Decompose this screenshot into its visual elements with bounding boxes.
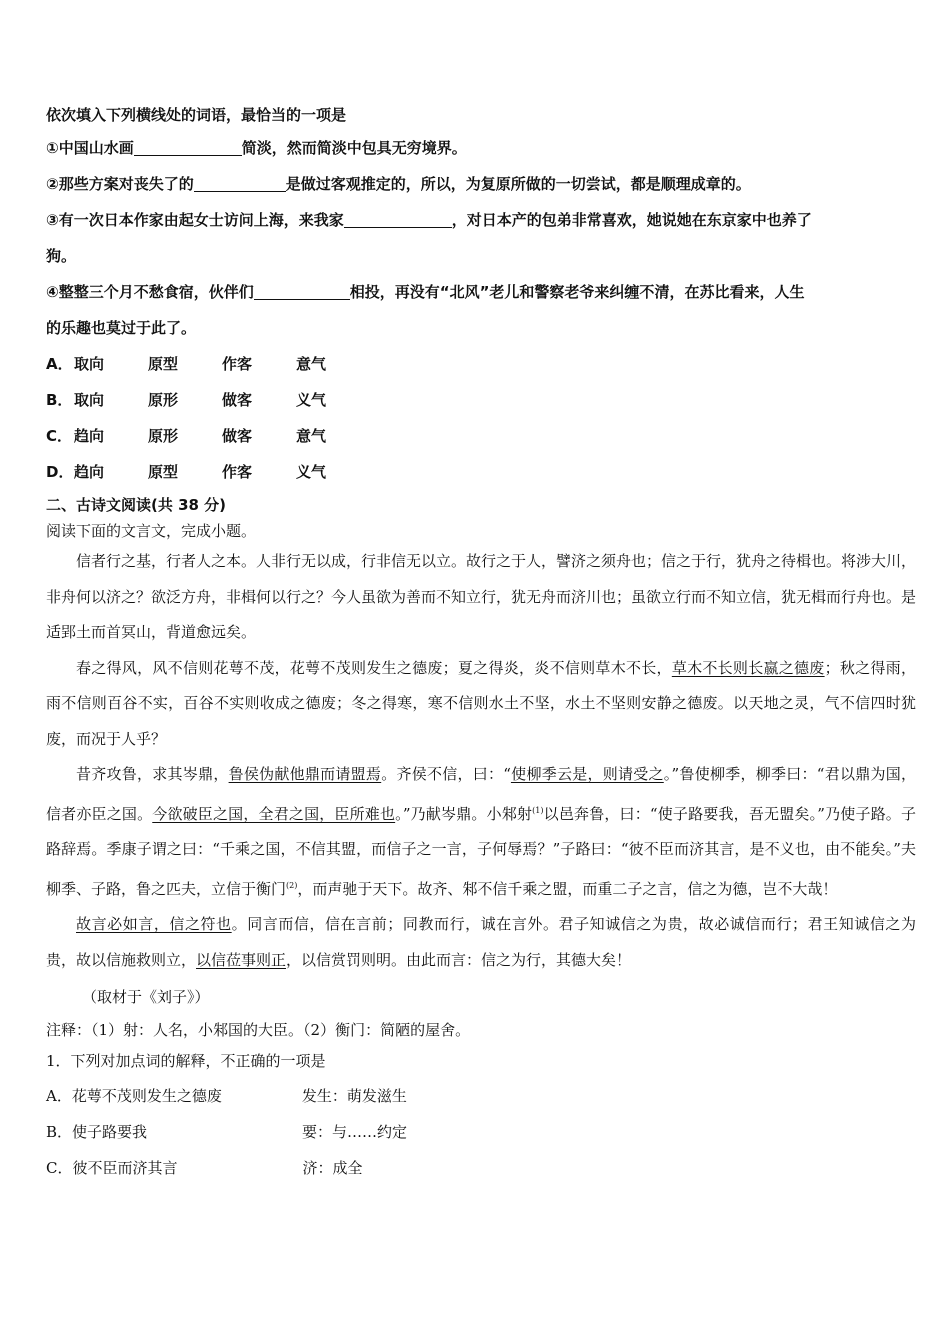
underlined-sentence: 使柳季云是，则请受之 [510, 765, 664, 783]
item-3: ③有一次日本作家由起女士访问上海，来我家 ，对日本产的包弟非常喜欢，她说她在东京家中也养了 [46, 211, 812, 229]
paragraph-2: 春之得风，风不信则花萼不茂，花萼不茂则发生之德废；夏之得炎，炎不信则草木不长，草木不长则长嬴之德废；秋之得雨，雨不信则百谷不实，百谷不实则收成之德废；冬之得寒，寒不信则水土不坚，水土不坚则安静之德废。以天地之灵，气不信四时犹废，而况于人乎？ [46, 658, 916, 748]
option-d[interactable]: D．趋向 原型 作客 义气 [46, 463, 327, 481]
classical-text [46, 544, 916, 978]
annotation: 注释：（1）射：人名，小邾国的大臣。（2）衡门：简陋的屋舍。 [46, 1021, 471, 1039]
source-note: （取材于《刘子》） [82, 988, 210, 1006]
option-b[interactable]: B． 取向 原形 做客 义气 [46, 391, 327, 409]
document-page [46, 100, 916, 1186]
underlined-sentence: 草木不长则长嬴之德废 [671, 658, 825, 677]
underlined-sentence: 今欲破臣之国，全君之国，臣所难也 [152, 804, 396, 823]
answer-b[interactable]: B．使子路要我 要：与……约定 [46, 1123, 408, 1141]
blank-4 [254, 281, 350, 300]
paragraph-1: 信者行之基，行者人之本。人非行无以成，行非信无以立。故行之于人，譬济之须舟也；信之于行，犹舟之待楫也。将涉大川，非舟何以济之？欲泛方舟，非楫何以行之？今人虽欲为善而不知立行，犹无舟而济川也；虽欲立行而不知立信，犹无楫而行舟也。是适郢土而首冥山，背道愈远矣。 [46, 552, 917, 641]
reading-intro: 阅读下面的文言文，完成小题。 [46, 522, 257, 540]
footnote-marker: (1) [532, 805, 544, 815]
blank-1 [134, 137, 242, 156]
paragraph-3: 昔齐攻鲁，求其岑鼎，鲁侯伪献他鼎而请盟焉。齐侯不信，曰：“使柳季云是，则请受之。”鲁使柳季，柳季曰：“君以鼎为国，信者亦臣之国。今欲破臣之国，全君之国，臣所难也。”乃献岑鼎。小邾射$^{(1)}$以邑奔鲁，曰：“使子路要我，吾无盟矣。”乃使子路。子路辞焉。季康子谓之曰：“千乘之国，不信其盟，而信子之一言，子何辱焉？”子路曰：“彼不臣而济其言，是不义也，由不能矣。”夫柳季、子路，鲁之匹夫，立信于衡门$^{(2)}$，而声驰于天下。故齐、邾不信千乘之盟，而重二子之言，信之为德，岂不大哉！ [46, 765, 916, 898]
item-4-cont: 的乐趣也莫过于此了。 [46, 319, 197, 337]
footnote-marker: (2) [286, 880, 298, 890]
option-c[interactable]: C． 趋向 原形 做客 意气 [46, 427, 327, 445]
underlined-sentence: 以信莅事则正 [196, 950, 287, 969]
section-title: 二、古诗文阅读(共 38 分) [46, 496, 227, 514]
underlined-sentence: 鲁侯伪献他鼎而请盟焉 [228, 765, 382, 783]
blank-2 [194, 173, 286, 192]
paragraph-4: 故言必如言，信之符也。同言而信，信在言前；同教而行，诚在言外。君子知诚信之为贵，故必诚信而行；君王知诚信之为贵，故以信施救则立，以信莅事则正，以信赏罚则明。由此而言：信之为行，其德大矣！ [46, 915, 916, 969]
question-intro: 依次填入下列横线处的词语，最恰当的一项是 [46, 106, 347, 124]
blank-3 [344, 209, 452, 228]
item-4: ④整整三个月不愁食宿，伙伴们 相投，再没有“北风”老儿和警察老爷来纠缠不清，在苏比看来，人生 [46, 283, 805, 301]
option-a[interactable]: A．取向 原型 作客 意气 [46, 355, 327, 373]
question-1: 1．下列对加点词的解释，不正确的一项是 [46, 1052, 326, 1070]
answer-c[interactable]: C．彼不臣而济其言 济：成全 [46, 1159, 363, 1177]
underlined-sentence: 故言必如言，信之符也 [76, 915, 232, 933]
item-2: ②那些方案对丧失了的 是做过客观推定的，所以，为复原所做的一切尝试，都是顺理成章的。 [46, 175, 751, 193]
answer-a[interactable]: A．花萼不茂则发生之德废 发生：萌发滋生 [46, 1087, 407, 1105]
item-1: ①中国山水画 简淡，然而简淡中包具无穷境界。 [46, 139, 467, 157]
item-3-cont: 狗。 [46, 247, 77, 265]
